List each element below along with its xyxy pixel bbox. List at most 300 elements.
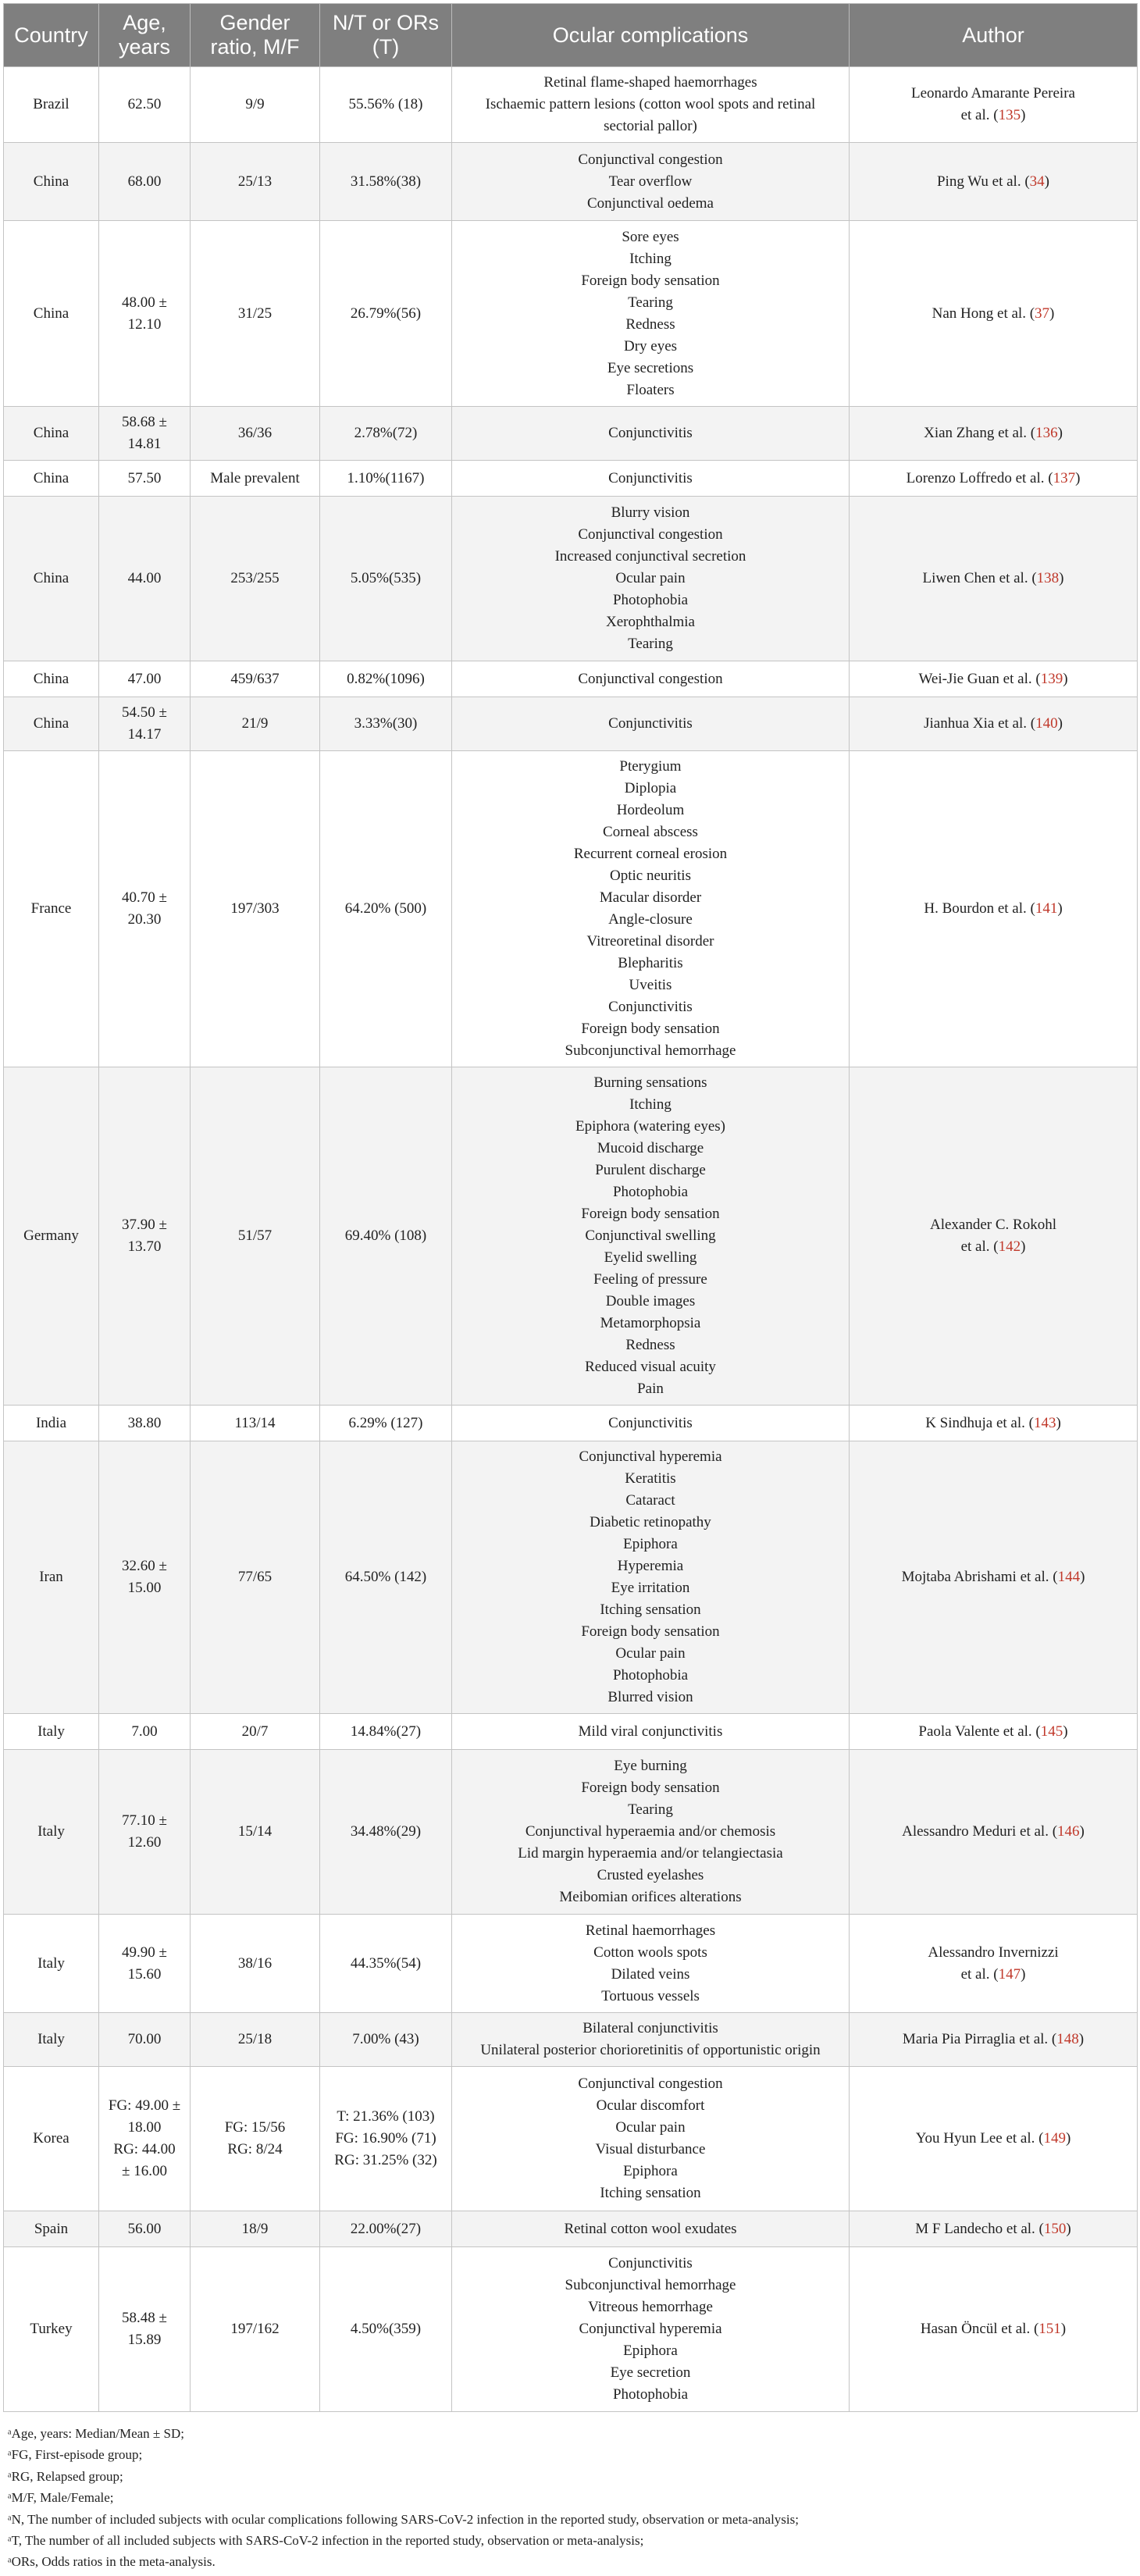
reference-link[interactable]: 37 [1035, 305, 1050, 322]
footnote: ᵃN, The number of included subjects with ocular complications following SARS-CoV-2 infection in the reported study, observation or meta-analysis; [8, 2511, 799, 2527]
cell-nt-ors-line: 2.78%(72) [354, 425, 418, 441]
author-text: Jianhua Xia et al. ( [924, 715, 1036, 732]
cell-country: India [4, 1406, 99, 1441]
cell-ocular-complications-line: Dry eyes [623, 337, 678, 355]
cell-ocular-complications-line: Mild viral conjunctivitis [578, 1723, 723, 1740]
table-row [4, 1750, 1138, 1915]
cell-ocular-complications [452, 2247, 850, 2412]
cell-nt-ors [320, 697, 452, 751]
cell-nt-ors [320, 2013, 452, 2067]
cell-ocular-complications-line: Tearing [628, 294, 673, 311]
cell-gender-ratio-line: 197/303 [230, 900, 280, 917]
cell-country: Iran [4, 1441, 99, 1714]
cell-ocular-complications-line: Conjunctival congestion [578, 2075, 723, 2092]
cell-age-line: 44.00 [127, 570, 162, 586]
cell-nt-ors [320, 1714, 452, 1750]
cell-ocular-complications-line: Foreign body sensation [581, 1206, 720, 1222]
ref-close-paren: ) [1049, 305, 1055, 322]
cell-ocular-complications-line: Conjunctival congestion [578, 670, 723, 687]
cell-nt-ors-line: 6.29% (127) [348, 1414, 423, 1431]
header-ocular-complications: Ocular complications [452, 4, 850, 67]
cell-age [99, 221, 191, 407]
cell-ocular-complications-line: Feeling of pressure [593, 1271, 707, 1288]
cell-nt-ors-line: 69.40% (108) [344, 1227, 427, 1244]
cell-country: China [4, 221, 99, 407]
cell-gender-ratio-line: 15/14 [237, 1823, 273, 1840]
cell-age [99, 2067, 191, 2211]
cell-country: China [4, 461, 99, 497]
cell-ocular-complications-line: Photophobia [612, 1184, 689, 1200]
reference-link[interactable]: 147 [998, 1965, 1021, 1983]
cell-ocular-complications-line: Dilated veins [611, 1965, 690, 1983]
cell-age [99, 1750, 191, 1915]
author-text: Lorenzo Loffredo et al. ( [906, 469, 1053, 486]
reference-link[interactable]: 143 [1033, 1414, 1056, 1431]
cell-ocular-complications-line: Metamorphopsia [600, 1315, 701, 1331]
cell-ocular-complications-line: Vitreoretinal disorder [586, 933, 714, 950]
cell-ocular-complications-line: Tearing [628, 636, 673, 652]
cell-ocular-complications [452, 2013, 850, 2067]
cell-author-line [854, 1566, 1132, 1588]
cell-ocular-complications-line: Eye secretion [610, 2364, 691, 2381]
cell-ocular-complications-line: Photophobia [612, 592, 689, 608]
cell-ocular-complications-line: Itching sensation [600, 1602, 701, 1618]
cell-author-line [854, 1721, 1132, 1743]
cell-nt-ors-line: 64.20% (500) [344, 900, 427, 917]
author-text: et al. ( [960, 107, 999, 123]
cell-ocular-complications-line: Conjunctivitis [608, 2255, 693, 2271]
cell-age-line: RG: 44.00 [113, 2141, 176, 2157]
cell-gender-ratio-line: FG: 15/56 [224, 2119, 286, 2136]
cell-age-line: 57.50 [127, 469, 162, 486]
table-row [4, 143, 1138, 221]
ref-close-paren: ) [1021, 107, 1026, 123]
table-row [4, 2067, 1138, 2211]
cell-age-line: 32.60 ± 15.00 [122, 1558, 167, 1596]
cell-ocular-complications [452, 2067, 850, 2211]
cell-age [99, 2013, 191, 2067]
cell-nt-ors-line: 64.50% (142) [344, 1569, 427, 1585]
cell-author-line: Alexander C. Rokohl [929, 1217, 1056, 1233]
cell-country: France [4, 751, 99, 1067]
ref-close-paren: ) [1057, 425, 1063, 441]
author-text: You Hyun Lee et al. ( [915, 2130, 1044, 2147]
cell-ocular-complications-line: Photophobia [612, 2386, 689, 2403]
cell-gender-ratio-line: 253/255 [230, 570, 280, 586]
author-text: et al. ( [960, 1965, 999, 1983]
cell-age-line: 7.00 [131, 1723, 158, 1740]
cell-ocular-complications-line: Ocular pain [615, 570, 686, 586]
cell-ocular-complications [452, 1441, 850, 1714]
cell-nt-ors [320, 1441, 452, 1714]
cell-nt-ors [320, 1750, 452, 1915]
reference-link[interactable]: 145 [1040, 1723, 1063, 1740]
cell-ocular-complications [452, 661, 850, 697]
cell-ocular-complications-line: Hordeolum [616, 802, 685, 818]
cell-nt-ors-line: 34.48%(29) [350, 1823, 422, 1840]
cell-gender-ratio [191, 2013, 320, 2067]
cell-nt-ors [320, 67, 452, 143]
cell-ocular-complications-line: Keratitis [625, 1470, 676, 1487]
cell-ocular-complications [452, 1067, 850, 1406]
cell-gender-ratio [191, 1406, 320, 1441]
cell-ocular-complications-line: Conjunctival swelling [585, 1227, 716, 1244]
cell-nt-ors-line: 31.58%(38) [350, 173, 422, 190]
cell-ocular-complications-line: Conjunctival congestion [578, 526, 723, 543]
cell-nt-ors [320, 2211, 452, 2247]
cell-ocular-complications-line: Blurred vision [607, 1689, 693, 1705]
cell-author [850, 2247, 1138, 2412]
reference-link[interactable]: 140 [1035, 715, 1058, 732]
cell-country: Brazil [4, 67, 99, 143]
footnote: ᵃORs, Odds ratios in the meta-analysis. [8, 2554, 216, 2570]
cell-gender-ratio-line: 31/25 [237, 305, 273, 322]
cell-gender-ratio-line: 38/16 [237, 1954, 273, 1972]
cell-author [850, 2067, 1138, 2211]
footnote: ᵃFG, First-episode group; [8, 2447, 143, 2463]
cell-ocular-complications-line: Unilateral posterior chorioretinitis of opportunistic origin [480, 2042, 821, 2058]
ref-close-paren: ) [1066, 2220, 1071, 2237]
table-row [4, 1441, 1138, 1714]
cell-nt-ors [320, 407, 452, 461]
cell-ocular-complications-line: Tortuous vessels [601, 1987, 700, 2004]
cell-nt-ors-line: 7.00% (43) [352, 2031, 419, 2047]
cell-author-line [854, 422, 1132, 444]
cell-age [99, 1714, 191, 1750]
table-footnotes [8, 2423, 1140, 2573]
cell-ocular-complications [452, 1915, 850, 2013]
author-text: M F Landecho et al. ( [915, 2220, 1044, 2237]
cell-gender-ratio [191, 1714, 320, 1750]
header-row [4, 4, 1138, 67]
cell-ocular-complications-line: Itching sensation [600, 2185, 701, 2201]
cell-gender-ratio-line: 25/18 [237, 2031, 273, 2047]
cell-ocular-complications-line: Recurrent corneal erosion [573, 846, 728, 862]
cell-nt-ors [320, 221, 452, 407]
cell-ocular-complications-line: Pain [637, 1381, 664, 1397]
cell-ocular-complications-line: Purulent discharge [595, 1162, 706, 1178]
reference-link[interactable]: 148 [1056, 2031, 1079, 2047]
cell-author [850, 67, 1138, 143]
cell-ocular-complications-line: Blepharitis [618, 955, 683, 971]
cell-ocular-complications-line: Conjunctivitis [608, 999, 693, 1015]
cell-ocular-complications-line: Redness [625, 1337, 675, 1353]
ref-close-paren: ) [1021, 1238, 1026, 1255]
table-row [4, 1406, 1138, 1441]
cell-gender-ratio [191, 751, 320, 1067]
cell-age [99, 407, 191, 461]
cell-author-line [854, 713, 1132, 735]
cell-ocular-complications-line: Itching [629, 1096, 672, 1113]
cell-author [850, 697, 1138, 751]
cell-author [850, 221, 1138, 407]
cell-author [850, 461, 1138, 497]
cell-age-line: 54.50 ± 14.17 [122, 704, 167, 743]
table-row [4, 461, 1138, 497]
cell-author [850, 2211, 1138, 2247]
cell-gender-ratio-line: 113/14 [234, 1414, 276, 1431]
cell-gender-ratio-line: 77/65 [237, 1569, 273, 1585]
author-text: Ping Wu et al. ( [936, 173, 1030, 190]
cell-ocular-complications-line: Tear overflow [608, 173, 693, 190]
cell-ocular-complications-line: Eye secretions [607, 359, 694, 376]
cell-gender-ratio-line: Male prevalent [210, 469, 300, 486]
ref-close-paren: ) [1078, 2031, 1085, 2047]
header-nt-ors: N/T or ORs (T) [320, 4, 452, 67]
cell-age [99, 697, 191, 751]
cell-age [99, 661, 191, 697]
table-row [4, 2247, 1138, 2412]
cell-nt-ors [320, 1067, 452, 1406]
cell-country: Italy [4, 1750, 99, 1915]
cell-age [99, 143, 191, 221]
cell-gender-ratio [191, 221, 320, 407]
reference-link[interactable]: 151 [1038, 2321, 1061, 2337]
cell-gender-ratio [191, 1441, 320, 1714]
cell-age [99, 497, 191, 661]
cell-country: Korea [4, 2067, 99, 2211]
cell-nt-ors [320, 2247, 452, 2412]
cell-ocular-complications-line: Eye burning [614, 1758, 687, 1774]
cell-gender-ratio [191, 1915, 320, 2013]
reference-link[interactable]: 135 [998, 107, 1021, 123]
cell-ocular-complications-line: Bilateral conjunctivitis [582, 2020, 718, 2036]
cell-ocular-complications-line: Cotton wools spots [593, 1944, 707, 1961]
reference-link[interactable]: 138 [1036, 570, 1060, 586]
cell-ocular-complications-line: Cataract [625, 1492, 675, 1509]
cell-ocular-complications-line: Subconjunctival hemorrhage [565, 1042, 736, 1059]
cell-age [99, 1441, 191, 1714]
cell-age-line: FG: 49.00 ± [108, 2097, 181, 2114]
cell-nt-ors-line: 55.56% (18) [348, 96, 423, 112]
cell-country: Italy [4, 2013, 99, 2067]
cell-country: China [4, 497, 99, 661]
ref-close-paren: ) [1063, 1723, 1068, 1740]
cell-ocular-complications-line: Diplopia [624, 780, 677, 796]
cell-ocular-complications-line: Blurry vision [611, 504, 690, 521]
header-gender-ratio: Gender ratio, M/F [191, 4, 320, 67]
cell-ocular-complications-line: Epiphora [623, 2343, 678, 2359]
cell-author [850, 1406, 1138, 1441]
cell-author [850, 497, 1138, 661]
cell-gender-ratio-line: 21/9 [241, 715, 269, 732]
ref-close-paren: ) [1021, 1965, 1026, 1983]
cell-ocular-complications-line: Angle-closure [608, 911, 693, 928]
cell-ocular-complications-line: Increased conjunctival secretion [554, 548, 746, 565]
cell-ocular-complications-line: Retinal cotton wool exudates [564, 2220, 737, 2237]
cell-gender-ratio [191, 1750, 320, 1915]
cell-ocular-complications-line: Foreign body sensation [581, 272, 720, 289]
cell-age-line: 37.90 ± 13.70 [122, 1217, 167, 1255]
cell-nt-ors-line: RG: 31.25% (32) [334, 2152, 437, 2168]
table-row [4, 1067, 1138, 1406]
author-text: Maria Pia Pirraglia et al. ( [902, 2031, 1057, 2047]
cell-ocular-complications-line: Meibomian orifices alterations [559, 1889, 742, 1905]
cell-ocular-complications-line: Conjunctivitis [608, 715, 693, 732]
cell-age [99, 461, 191, 497]
cell-age-line: 70.00 [127, 2031, 162, 2047]
author-text: Mojtaba Abrishami et al. ( [901, 1569, 1058, 1585]
cell-ocular-complications [452, 751, 850, 1067]
ref-close-paren: ) [1059, 570, 1064, 586]
cell-ocular-complications-line: Reduced visual acuity [585, 1359, 716, 1375]
cell-author-line: Leonardo Amarante Pereira [911, 85, 1075, 102]
cell-ocular-complications [452, 697, 850, 751]
cell-ocular-complications [452, 407, 850, 461]
table-row [4, 221, 1138, 407]
ref-close-paren: ) [1057, 900, 1063, 917]
cell-country: Turkey [4, 2247, 99, 2412]
cell-gender-ratio [191, 2067, 320, 2211]
cell-age-line: 48.00 ± 12.10 [122, 294, 167, 333]
table-row [4, 661, 1138, 697]
cell-gender-ratio [191, 661, 320, 697]
cell-ocular-complications-line: Lid margin hyperaemia and/or telangiectasia [518, 1845, 783, 1862]
cell-age [99, 1067, 191, 1406]
cell-nt-ors-line: 0.82%(1096) [347, 670, 425, 687]
cell-ocular-complications-line: Pterygium [619, 758, 682, 775]
cell-nt-ors-line: 14.84%(27) [350, 1723, 422, 1740]
cell-ocular-complications-line: Conjunctival congestion [578, 151, 723, 168]
cell-ocular-complications-line: Hyperemia [617, 1558, 684, 1574]
cell-ocular-complications-line: Crusted eyelashes [597, 1867, 704, 1883]
cell-nt-ors-line: FG: 16.90% (71) [335, 2130, 436, 2147]
cell-ocular-complications-line: Ocular pain [615, 2119, 686, 2136]
table-row [4, 67, 1138, 143]
cell-nt-ors [320, 143, 452, 221]
cell-nt-ors [320, 751, 452, 1067]
ref-close-paren: ) [1060, 2321, 1067, 2337]
cell-country: China [4, 697, 99, 751]
cell-ocular-complications-line: Floaters [626, 381, 675, 398]
author-text: H. Bourdon et al. ( [924, 900, 1035, 917]
cell-age [99, 751, 191, 1067]
cell-age [99, 2211, 191, 2247]
cell-author [850, 407, 1138, 461]
cell-ocular-complications-line: Conjunctivitis [608, 425, 693, 441]
cell-country: Spain [4, 2211, 99, 2247]
ref-close-paren: ) [1080, 1569, 1085, 1585]
cell-gender-ratio-line: 459/637 [230, 670, 280, 687]
author-text: Hasan Öncül et al. ( [920, 2321, 1039, 2337]
cell-ocular-complications [452, 67, 850, 143]
cell-gender-ratio-line: 18/9 [241, 2220, 269, 2237]
ref-close-paren: ) [1075, 469, 1081, 486]
cell-ocular-complications [452, 497, 850, 661]
cell-ocular-complications-line: Subconjunctival hemorrhage [565, 2277, 736, 2293]
cell-author-line [854, 668, 1132, 690]
author-text: Wei-Jie Guan et al. ( [918, 670, 1041, 687]
cell-age-line: 47.00 [127, 670, 162, 687]
cell-author-line [854, 1964, 1132, 1986]
cell-ocular-complications-line: Retinal haemorrhages [585, 1922, 716, 1939]
cell-gender-ratio [191, 1067, 320, 1406]
cell-age-line: 58.48 ± 15.89 [122, 2310, 167, 2348]
cell-ocular-complications [452, 221, 850, 407]
reference-link[interactable]: 146 [1057, 1823, 1080, 1840]
cell-gender-ratio [191, 143, 320, 221]
cell-ocular-complications-line: Optic neuritis [610, 868, 691, 884]
cell-ocular-complications-line: Photophobia [612, 1667, 689, 1683]
table-row [4, 407, 1138, 461]
cell-ocular-complications-line: Retinal flame-shaped haemorrhages [543, 74, 757, 91]
footnote: ᵃAge, years: Median/Mean ± SD; [8, 2426, 184, 2441]
table-row [4, 2211, 1138, 2247]
cell-age-line: 58.68 ± 14.81 [122, 414, 167, 452]
cell-age-line: 68.00 [127, 173, 162, 190]
cell-age-line: 56.00 [127, 2220, 162, 2237]
cell-gender-ratio-line: 51/57 [237, 1227, 273, 1244]
reference-link[interactable]: 144 [1057, 1569, 1081, 1585]
cell-nt-ors-line: 26.79%(56) [350, 305, 422, 322]
cell-ocular-complications-line: Double images [605, 1293, 696, 1309]
cell-gender-ratio-line: 25/13 [237, 173, 273, 190]
cell-author [850, 1067, 1138, 1406]
cell-ocular-complications-line: Foreign body sensation [581, 1623, 720, 1640]
cell-age-line: 40.70 ± 20.30 [122, 889, 167, 928]
table-row [4, 1714, 1138, 1750]
footnote: ᵃT, The number of all included subjects with SARS-CoV-2 infection in the reported study, observation or meta-analysis; [8, 2533, 644, 2549]
cell-ocular-complications [452, 2211, 850, 2247]
reference-link[interactable]: 136 [1035, 425, 1058, 441]
table-row [4, 1915, 1138, 2013]
header-author: Author [850, 4, 1138, 67]
cell-age-line: 62.50 [127, 96, 162, 112]
cell-nt-ors [320, 2067, 452, 2211]
cell-nt-ors [320, 1915, 452, 2013]
reference-link[interactable]: 141 [1035, 900, 1058, 917]
reference-link[interactable]: 34 [1029, 173, 1045, 190]
cell-ocular-complications-line: Redness [625, 315, 675, 333]
reference-link[interactable]: 150 [1043, 2220, 1067, 2237]
cell-ocular-complications-line: Mucoid discharge [597, 1140, 704, 1156]
footnote: ᵃRG, Relapsed group; [8, 2468, 123, 2484]
cell-nt-ors [320, 661, 452, 697]
ref-close-paren: ) [1044, 173, 1049, 190]
cell-ocular-complications [452, 143, 850, 221]
reference-link[interactable]: 139 [1040, 670, 1063, 687]
table-body [4, 67, 1138, 2412]
cell-country: China [4, 661, 99, 697]
table-row [4, 751, 1138, 1067]
cell-ocular-complications-line: Epiphora [623, 2163, 678, 2179]
header-country: Country [4, 4, 99, 67]
cell-ocular-complications-line: Ischaemic pattern lesions (cotton wool spots and retinal [485, 96, 816, 112]
cell-ocular-complications-line: Itching [629, 250, 672, 267]
table-row [4, 497, 1138, 661]
footnote: ᵃM/F, Male/Female; [8, 2490, 114, 2506]
author-text: et al. ( [960, 1238, 999, 1255]
cell-nt-ors [320, 461, 452, 497]
cell-ocular-complications-line: Epiphora [623, 1536, 678, 1552]
cell-gender-ratio [191, 697, 320, 751]
cell-age [99, 67, 191, 143]
cell-author [850, 1714, 1138, 1750]
cell-ocular-complications [452, 461, 850, 497]
cell-author-line [854, 468, 1132, 490]
cell-author-line [854, 2218, 1132, 2240]
ref-close-paren: ) [1056, 1414, 1061, 1431]
reference-link[interactable]: 137 [1053, 469, 1076, 486]
cell-author-line [854, 105, 1132, 126]
reference-link[interactable]: 142 [998, 1238, 1021, 1255]
cell-author-line [854, 2128, 1132, 2150]
cell-author-line [854, 1413, 1132, 1434]
reference-link[interactable]: 149 [1043, 2130, 1066, 2147]
cell-author [850, 751, 1138, 1067]
cell-gender-ratio [191, 67, 320, 143]
cell-ocular-complications-line: Diabetic retinopathy [590, 1514, 711, 1530]
